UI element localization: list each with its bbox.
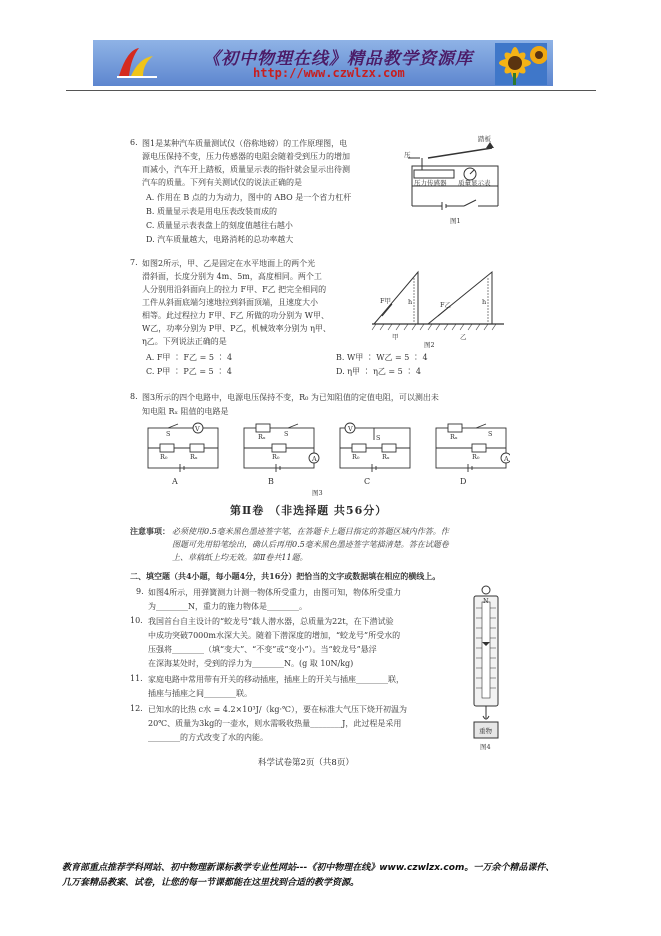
figure-2-label-yi: 乙 xyxy=(460,333,467,341)
q11-number: 11. xyxy=(130,674,143,683)
banner-url[interactable]: http://www.czwlzx.com xyxy=(253,66,405,80)
q6-option-d: D. 汽车质量越大，电路消耗的总功率越大 xyxy=(146,235,294,244)
figure-3-caption: 图3 xyxy=(312,489,323,497)
circuit-label-d: D xyxy=(460,477,467,486)
q10-line-4: 在深海某处时，受到的浮力为________N。(g 取 10N/kg) xyxy=(148,659,354,668)
notice-line-1: 必须使用0.5毫米黑色墨迹签字笔，在答题卡上题目指定的答题区域内作答。作 xyxy=(172,527,449,536)
q6-option-b: B. 质量显示表是用电压表改装而成的 xyxy=(146,207,277,216)
figure-1-pedal-label: 踏板 xyxy=(478,135,491,143)
q11-line-2: 插座与插座之间________联。 xyxy=(148,689,252,698)
q7-option-b: B. W甲 ∶ W乙 = 5 ∶ 4 xyxy=(336,353,428,362)
circuit-label-a: A xyxy=(172,477,178,486)
q6-line-1: 图1是某种汽车质量测试仪（俗称地磅）的工作原理图，电 xyxy=(142,139,348,148)
q11-line-1: 家庭电路中常用带有开关的移动插座，插座上的开关与插座________联， xyxy=(148,675,404,684)
figure-1-pressure-label: 压 xyxy=(404,151,411,159)
bottom-promo-note xyxy=(62,861,622,891)
q8-line-2: 知电阻 Rₓ 阻值的电路是 xyxy=(142,407,229,416)
figure-3-a-rx: Rₓ xyxy=(190,453,198,461)
circuit-label-c: C xyxy=(364,477,371,486)
figure-3-c-rx: Rₓ xyxy=(382,453,390,461)
figure-2-height-right: h xyxy=(482,298,487,306)
site-logo xyxy=(117,46,157,80)
figure-3-a-voltmeter: V xyxy=(195,425,200,433)
q6-option-a: A. 作用在 B 点的力为动力，图中的 ABO 是一个省力杠杆 xyxy=(146,193,352,202)
banner-title: 《初中物理在线》精品教学资源库 xyxy=(203,49,473,69)
figure-3-c-r0: R₀ xyxy=(352,453,360,461)
figure-3-b-switch: S xyxy=(284,430,289,438)
q6-line-4: 汽车的质量。下列有关测试仪的说法正确的是 xyxy=(142,178,302,187)
q7-option-d: D. η甲 ∶ η乙 = 5 ∶ 4 xyxy=(336,367,421,376)
q12-line-2: 20℃、质量为3kg的一壶水，则水需吸收热量________J，此过程是采用 xyxy=(148,719,402,728)
figure-1-display-label: 质量显示表 xyxy=(458,179,491,187)
header-divider xyxy=(66,90,596,91)
figure-2-force-right: F乙 xyxy=(440,301,452,309)
figure-3-c-switch: S xyxy=(376,434,381,442)
q12-line-1: 已知水的比热 c水 = 4.2×10³J/（kg·℃），要在标准大气压下烧开初温为 xyxy=(148,705,407,714)
q7-line-5: 相等。此过程拉力 F甲、F乙 所做的功分别为 W甲、 xyxy=(142,311,329,320)
q9-number: 9. xyxy=(136,587,144,596)
notice-label: 注意事项： xyxy=(130,526,170,536)
q7-line-6: W乙，功率分别为 P甲、P乙，机械效率分别为 η甲、 xyxy=(142,324,331,333)
exam-page xyxy=(118,128,520,773)
notice-line-3: 上、草稿纸上均无效。第Ⅱ卷共11题。 xyxy=(172,553,308,562)
figure-2-caption: 图2 xyxy=(424,341,435,349)
q7-line-1: 如图2所示，甲、乙是固定在水平地面上的两个光 xyxy=(142,259,316,268)
figure-2-force-left: F甲 xyxy=(380,297,392,305)
figure-2-label-jia: 甲 xyxy=(392,333,399,341)
page-number: 科学试卷第2页（共8页） xyxy=(258,758,354,768)
figure-3-a-switch: S xyxy=(166,430,171,438)
q7-line-7: η乙。下列说法正确的是 xyxy=(142,337,227,346)
figure-3-d-switch: S xyxy=(488,430,493,438)
q6-number: 6. xyxy=(130,138,138,147)
q10-line-2: 中成功突破7000m水深大关。随着下潜深度的增加，“蛟龙号”所受水的 xyxy=(148,631,401,640)
sunflower-image xyxy=(495,43,547,85)
q9-line-1: 如图4所示，用弹簧测力计测一物体所受重力，由图可知，物体所受重力 xyxy=(148,588,402,597)
figure-3-d-rx: Rₓ xyxy=(450,433,458,441)
circuit-label-b: B xyxy=(268,477,274,486)
q10-line-1: 我国首台自主设计的“蛟龙号”载人潜水器，总质量为22t，在下潜试验 xyxy=(148,617,394,626)
q7-line-3: 人分别用沿斜面向上的拉力 F甲、F乙 把完全相同的 xyxy=(142,285,327,294)
q12-line-3: ________的方式改变了水的内能。 xyxy=(148,733,268,742)
q10-number: 10. xyxy=(130,616,143,625)
q8-number: 8. xyxy=(130,392,138,401)
q12-number: 12. xyxy=(130,704,143,713)
q10-line-3: 压强将________（填“变大”、“不变”或“变小”）。当“蛟龙号”悬浮 xyxy=(148,645,377,654)
q6-option-c: C. 质量显示表表盘上的刻度值越往右越小 xyxy=(146,221,293,230)
figure-4-weight-label: 重物 xyxy=(479,727,492,735)
q9-line-2: 为________N，重力的施力物体是________。 xyxy=(148,602,307,611)
bottom-note-line-1: 教育部重点推荐学科网站、初中物理新课标教学专业性网站---《初中物理在线》www.czwlzx.com。一万余个精品课件、 xyxy=(62,863,555,873)
notice-line-2: 图题可先用铅笔绘出，确认后再用0.5毫米黑色墨迹签字笔描清楚。答在试题卷 xyxy=(172,540,449,549)
figure-3-c-voltmeter: V xyxy=(348,425,353,433)
q6-line-3: 而减小，汽车开上踏板，质量显示表的指针就会显示出待测 xyxy=(142,165,350,174)
figure-3-b-rx: Rₓ xyxy=(258,433,266,441)
q7-option-c: C. P甲 ∶ P乙 = 5 ∶ 4 xyxy=(146,367,232,376)
q8-line-1: 图3所示的四个电路中，电源电压保持不变，R₀ 为已知阻值的定值电阻，可以测出未 xyxy=(142,393,439,402)
figure-1-sensor-label: 压力传感器 xyxy=(414,179,447,187)
bottom-note-line-2: 几万套精品教案、试卷，让您的每一节课都能在这里找到合适的教学资源。 xyxy=(62,878,360,888)
header-banner xyxy=(93,40,553,86)
figure-3-circuits xyxy=(138,422,510,474)
figure-3-d-ammeter: A xyxy=(504,455,509,463)
figure-2-height-left: h xyxy=(408,298,413,306)
part-2-title: 第Ⅱ卷 （非选择题 共56分） xyxy=(230,504,388,517)
q7-number: 7. xyxy=(130,258,138,267)
q6-line-2: 源电压保持不变，压力传感器的电阻会随着受到压力的增加 xyxy=(142,152,350,161)
figure-3-d-r0: R₀ xyxy=(472,453,480,461)
figure-3-b-r0: R₀ xyxy=(272,453,280,461)
q7-line-4: 工件从斜面底端匀速地拉到斜面顶端，且速度大小 xyxy=(142,298,318,307)
figure-4-spring-scale xyxy=(468,584,504,744)
q7-line-2: 滑斜面，长度分别为 4m、5m，高度相同。两个工 xyxy=(142,272,322,281)
figure-1-caption: 图1 xyxy=(450,217,461,225)
section-2-heading: 二、填空题（共4小题，每小题4分，共16分）把恰当的文字或数据填在相应的横线上。 xyxy=(130,571,441,581)
q7-option-a: A. F甲 ∶ F乙 = 5 ∶ 4 xyxy=(146,353,233,362)
figure-3-b-ammeter: A xyxy=(312,455,317,463)
figure-4-unit-n: N xyxy=(483,597,489,605)
figure-4-caption: 图4 xyxy=(480,743,491,751)
figure-3-a-r0: R₀ xyxy=(160,453,168,461)
